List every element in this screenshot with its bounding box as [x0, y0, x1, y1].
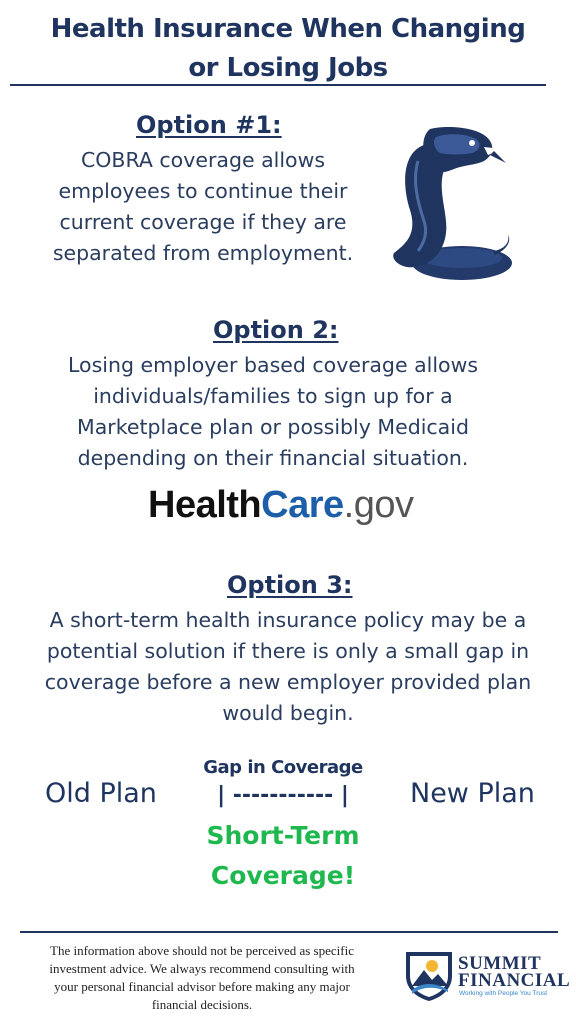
summit-financial-brand [458, 955, 570, 989]
option-1-line: COBRA coverage allows [80, 148, 326, 172]
short-term-line-2: Coverage! [210, 861, 356, 890]
cobra-icon [384, 125, 516, 285]
footer-divider [20, 931, 558, 933]
disclaimer-line: The information above should not be perceived as specific [50, 943, 354, 958]
option-2-line: individuals/families to sign up for a [93, 384, 453, 408]
option-1-line: current coverage if they are [59, 210, 347, 234]
healthcare-gov-logo [148, 484, 438, 527]
option-3-line: would begin. [222, 701, 354, 725]
option-1-heading: Option #1: [136, 111, 282, 139]
gap-line: | ----------- | [217, 783, 349, 808]
gap-in-coverage-label: Gap in Coverage [203, 757, 363, 778]
page-title [0, 10, 576, 88]
option-3-line: potential solution if there is only a small gap in [46, 639, 530, 663]
disclaimer-text [14, 942, 390, 1014]
option-1-line: separated from employment. [52, 241, 354, 265]
option-2-line: depending on their financial situation. [77, 446, 469, 470]
option-1-text [30, 145, 376, 269]
page-title-line-2: or Losing Jobs [188, 53, 388, 83]
new-plan-label: New Plan [410, 778, 535, 809]
option-1-line: employees to continue their [58, 179, 348, 203]
page-title-line-1: Health Insurance When Changing [50, 14, 526, 44]
option-2-line: Losing employer based coverage allows [67, 353, 479, 377]
healthcare-logo-care: Care [261, 484, 344, 526]
short-term-coverage-label [170, 816, 396, 896]
brand-tagline: Working with People You Trust [459, 990, 548, 997]
healthcare-logo-health: Health [148, 484, 262, 526]
brand-line-2: FINANCIAL [458, 970, 571, 991]
disclaimer-line: your personal financial advisor before making any major [54, 979, 350, 994]
title-divider [10, 84, 546, 86]
old-plan-label: Old Plan [45, 778, 157, 809]
option-3-line: coverage before a new employer provided plan [44, 670, 532, 694]
option-3-line: A short-term health insurance policy may be a [49, 608, 527, 632]
option-2-heading: Option 2: [213, 316, 339, 344]
disclaimer-line: investment advice. We always recommend consulting with [49, 961, 355, 976]
disclaimer-line: financial decisions. [151, 997, 253, 1012]
option-3-heading: Option 3: [227, 571, 353, 599]
brand-line-1: SUMMIT [458, 953, 542, 974]
option-2-text [20, 350, 526, 474]
short-term-line-1: Short-Term [206, 821, 360, 850]
option-2-line: Marketplace plan or possibly Medicaid [77, 415, 469, 439]
healthcare-logo-gov: .gov [343, 484, 414, 526]
option-3-text [8, 605, 568, 729]
